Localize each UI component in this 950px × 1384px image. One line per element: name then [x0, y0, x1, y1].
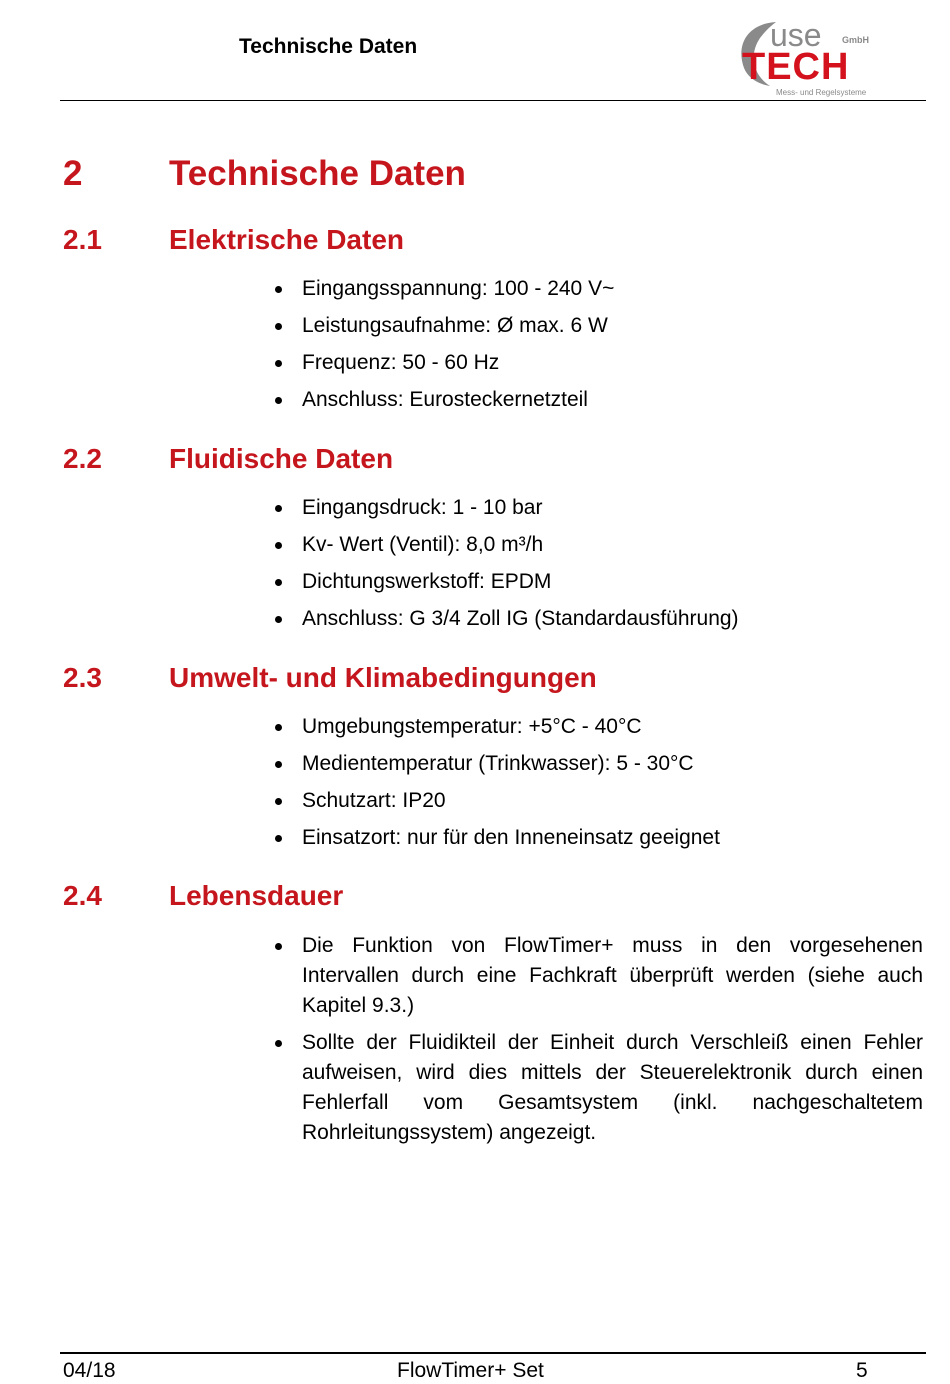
svg-text:Mess- und Regelsysteme: Mess- und Regelsysteme	[776, 88, 867, 97]
svg-text:GmbH: GmbH	[842, 35, 869, 45]
header-rule	[60, 100, 926, 101]
footer-rule	[60, 1352, 926, 1354]
section-number: 2.1	[63, 224, 102, 255]
section-number: 2.3	[63, 662, 102, 693]
list-item: Die Funktion von FlowTimer+ muss in den vorgesehenen Intervallen durch eine Fachkraft überprüft werden (siehe auch Kapitel 9.3.)	[270, 931, 923, 1021]
bullet-icon	[275, 835, 282, 842]
section-title: Umwelt- und Klimabedingungen	[169, 662, 597, 693]
list-item: Umgebungstemperatur: +5°C - 40°C	[270, 712, 923, 742]
footer-page-number: 5	[856, 1359, 868, 1382]
bullet-icon	[275, 943, 282, 950]
bullet-icon	[275, 616, 282, 623]
list-item: Dichtungswerkstoff: EPDM	[270, 567, 923, 597]
usetech-logo	[736, 16, 876, 100]
chapter-number: 2	[63, 154, 83, 193]
bullet-icon	[275, 798, 282, 805]
list-item: Eingangsspannung: 100 - 240 V~	[270, 274, 923, 304]
list-item: Einsatzort: nur für den Inneneinsatz geeignet	[270, 823, 923, 853]
bullet-icon	[275, 724, 282, 731]
bullet-list-lifetime	[270, 931, 923, 1155]
bullet-list-fluidic	[270, 493, 923, 641]
list-item: Medientemperatur (Trinkwasser): 5 - 30°C	[270, 749, 923, 779]
bullet-icon	[275, 579, 282, 586]
svg-text:TECH: TECH	[742, 46, 850, 88]
section-title: Lebensdauer	[169, 880, 344, 911]
list-item: Sollte der Fluidikteil der Einheit durch Verschleiß einen Fehler aufweisen, wird dies mittels der Steuerelektronik durch einen Fehlerfall vom Gesamtsystem (inkl. nachgeschaltetem Rohrleitungssystem) angezeigt.	[270, 1028, 923, 1148]
list-item: Schutzart: IP20	[270, 786, 923, 816]
bullet-icon	[275, 505, 282, 512]
section-number: 2.4	[63, 880, 102, 911]
bullet-icon	[275, 323, 282, 330]
running-header-title: Technische Daten	[239, 35, 418, 58]
section-number: 2.2	[63, 443, 102, 474]
footer-product: FlowTimer+ Set	[397, 1359, 544, 1382]
footer-date: 04/18	[63, 1359, 116, 1382]
chapter-title: Technische Daten	[169, 154, 466, 193]
list-item: Anschluss: G 3/4 Zoll IG (Standardausführung)	[270, 604, 923, 634]
bullet-icon	[275, 286, 282, 293]
list-item: Leistungsaufnahme: Ø max. 6 W	[270, 311, 923, 341]
bullet-list-electrical	[270, 274, 923, 422]
section-title: Fluidische Daten	[169, 443, 394, 474]
section-title: Elektrische Daten	[169, 224, 404, 255]
list-item: Eingangsdruck: 1 - 10 bar	[270, 493, 923, 523]
bullet-icon	[275, 360, 282, 367]
list-item: Anschluss: Eurosteckernetzteil	[270, 385, 923, 415]
bullet-icon	[275, 542, 282, 549]
bullet-list-environment	[270, 712, 923, 860]
bullet-icon	[275, 397, 282, 404]
bullet-icon	[275, 761, 282, 768]
svg-text:use: use	[770, 17, 822, 53]
bullet-icon	[275, 1040, 282, 1047]
list-item: Frequenz: 50 - 60 Hz	[270, 348, 923, 378]
list-item: Kv- Wert (Ventil): 8,0 m³/h	[270, 530, 923, 560]
